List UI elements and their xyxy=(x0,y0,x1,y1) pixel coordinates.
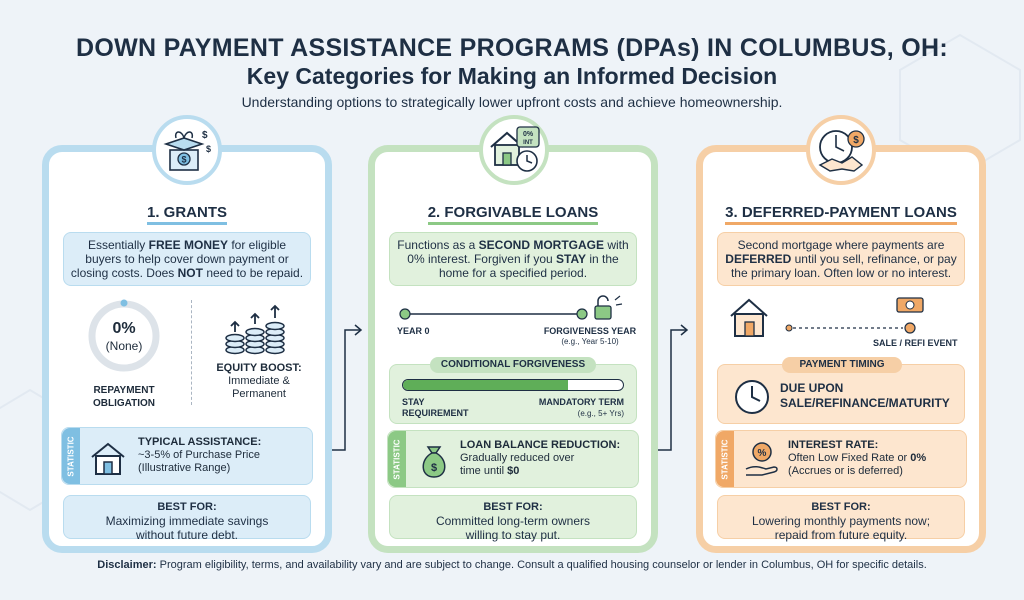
repayment-value: 0% xyxy=(112,320,136,337)
timeline-start: YEAR 0 xyxy=(397,326,430,336)
grants-description: Essentially FREE MONEY for eligible buyers to help cover down payment or closing costs. Does NOT need to be repaid. xyxy=(63,232,311,286)
forgivable-best-for: BEST FOR: Committed long-term owners willing to stay put. xyxy=(389,495,637,539)
arrow-connector-1 xyxy=(330,320,370,460)
interest-hand-icon xyxy=(744,439,780,479)
svg-text:INT: INT xyxy=(523,140,533,146)
house-clock-icon xyxy=(479,115,549,185)
gift-box-icon xyxy=(152,115,222,185)
svg-text:$: $ xyxy=(853,135,859,146)
deferred-statistic: STATISTIC % INTEREST RATE: Often Low Fixed Rate or 0% (Accrues or is deferred) xyxy=(715,430,967,488)
divider xyxy=(191,300,192,405)
grants-title: 1. GRANTS xyxy=(49,204,325,221)
repayment-sub: (None) xyxy=(105,339,143,353)
grants-best-for: BEST FOR: Maximizing immediate savings without future debt. xyxy=(63,495,311,539)
house-icon xyxy=(88,440,128,476)
equity-boost: EQUITY BOOST: Immediate & Permanent xyxy=(216,362,302,400)
timeline-end-sub: (e.g., Year 5-10) xyxy=(561,337,619,346)
clock-icon xyxy=(732,377,772,417)
deferred-title: 3. DEFERRED-PAYMENT LOANS xyxy=(703,204,979,221)
timeline-end: FORGIVENESS YEAR xyxy=(543,326,637,336)
forgivable-statistic: STATISTIC $ LOAN BALANCE REDUCTION: Gradually reduced over time until $0 xyxy=(387,430,639,488)
svg-text:$: $ xyxy=(206,144,212,154)
page-title-line2: Key Categories for Making an Informed Decision xyxy=(246,63,778,89)
svg-text:$: $ xyxy=(430,462,438,474)
conditional-forgiveness: CONDITIONAL FORGIVENESS STAY REQUIREMENT MANDATORY TERM (e.g., 5+ Yrs) xyxy=(389,364,637,424)
forgivable-title: 2. FORGIVABLE LOANS xyxy=(375,204,651,221)
svg-text:%: % xyxy=(757,448,767,459)
deferred-panel xyxy=(696,145,986,553)
handshake-clock-icon xyxy=(806,115,876,185)
deferred-timeline-end: SALE / REFI EVENT xyxy=(873,338,958,348)
deferred-best-for: BEST FOR: Lowering monthly payments now; repaid from future equity. xyxy=(717,495,965,539)
forgivable-panel xyxy=(368,145,658,553)
svg-text:$: $ xyxy=(202,130,208,141)
svg-text:$: $ xyxy=(181,154,187,165)
coins-growth-icon xyxy=(221,302,291,358)
arrow-connector-2 xyxy=(656,320,696,460)
grants-statistic: STATISTIC TYPICAL ASSISTANCE: ~3-5% of Purchase Price (Illustrative Range) xyxy=(61,427,313,485)
deferred-description: Second mortgage where payments are DEFERRED until you sell, refinance, or pay the primary loan. Often low or no interest. xyxy=(717,232,965,286)
disclaimer: Disclaimer: Program eligibility, terms, and availability vary and are subject to change. Consult a qualified housing counselor or lender in Columbus, OH for specific details. xyxy=(97,559,927,571)
forgivable-description: Functions as a SECOND MORTGAGE with 0% interest. Forgiven if you STAY in the home for a specified period. xyxy=(389,232,637,286)
repayment-label: REPAYMENT OBLIGATION xyxy=(92,385,156,409)
payment-timing: PAYMENT TIMING DUE UPON SALE/REFINANCE/MATURITY xyxy=(717,364,965,424)
page-title: DOWN PAYMENT ASSISTANCE PROGRAMS (DPAs) IN COLUMBUS, OH: xyxy=(76,34,948,62)
page-subtitle: Understanding options to strategically lower upfront costs and achieve homeownership. xyxy=(241,94,783,110)
money-bag-icon xyxy=(416,441,452,479)
forgiveness-progress-bar xyxy=(402,379,624,391)
deferred-timeline xyxy=(725,294,955,344)
svg-text:0%: 0% xyxy=(522,131,534,138)
grants-panel xyxy=(42,145,332,553)
